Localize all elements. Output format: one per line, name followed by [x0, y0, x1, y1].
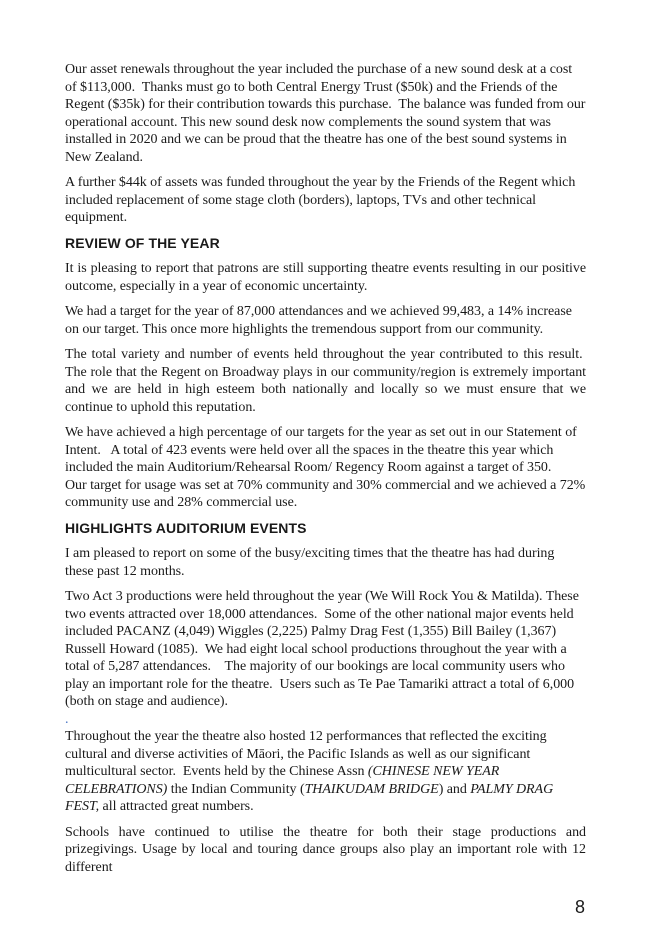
paragraph-cultural-performances	[65, 728, 586, 816]
cultural-run-5: ) and	[438, 781, 471, 797]
paragraph-patrons-support: It is pleasing to report that patrons are still supporting theatre events resulting in our positive outcome, especially in a year of economic uncertainty.	[65, 261, 586, 294]
cultural-run-chinese-new-year: (CHINESE NEW YEAR CELEBRATIONS)	[65, 764, 500, 797]
cultural-run-7: all attracted great numbers.	[99, 799, 254, 814]
paragraph-schools-usage: Schools have continued to utilise the theatre for both their stage productions and prizegivings. Usage by local and touring dance groups also play an important role with 12 different	[65, 824, 586, 875]
heading-highlights-auditorium-events: HIGHLIGHTS AUDITORIUM EVENTS	[65, 519, 307, 536]
heading-review-of-the-year: REVIEW OF THE YEAR	[65, 234, 220, 251]
cultural-run-thaikudam-bridge: THAIKUDAM BRIDGE	[304, 781, 439, 797]
paragraph-events-variety: The total variety and number of events held throughout the year contributed to this result. The role that the Regent on Broadway plays in our community/region is extremely important and we are held in high esteem both nationally and locally so we must ensure that we continue to uphold this reputation.	[65, 347, 586, 415]
page-content	[65, 61, 586, 884]
paragraph-act3-productions: Two Act 3 productions were held throughout the year (We Will Rock You & Matilda). These two events attracted over 18,000 attendances. Some of the other national major events held included PACANZ (4,049) Wiggles (2,225) Palmy Drag Fest (1,355) Bill Bailey (1,367) Russell Howard (1085). We had eight local school productions throughout the year with a total of 5,287 attendances. The majority of our bookings are local community users who play an important role for the theatre. Users such as Te Pae Tamariki attract a total of 6,000 (both on stage and audience).	[65, 589, 579, 709]
statement-of-intent-line2: Our target for usage was set at 70% community and 30% commercial and we achieved a 72% community use and 28% commercial use.	[65, 477, 586, 510]
paragraph-asset-renewals: Our asset renewals throughout the year included the purchase of a new sound desk at a cost of $113,000. Thanks must go to both Central Energy Trust ($50k) and the Friends of the Regent ($35k) for their contribution towards this purchase. The balance was funded from our operational account. This new sound desk now complements the sound system that was installed in 2020 and we can be proud that the theatre has one of the best sound systems in New Zealand.	[65, 62, 586, 165]
cultural-run-3: the Indian Community (	[167, 781, 305, 797]
statement-of-intent-line1: We have achieved a high percentage of our targets for the year as set out in our Statement of Intent. A total of 423 events were held over all the spaces in the theatre this year which included the main Auditorium/Rehearsal Room/ Regency Room against a target of 350.	[65, 425, 577, 475]
paragraph-statement-of-intent	[65, 424, 586, 512]
paragraph-attendance-target: We had a target for the year of 87,000 attendances and we achieved 99,483, a 14% increase on our target. This once more highlights the tremendous support from our community.	[65, 304, 572, 337]
paragraph-busy-exciting-times: I am pleased to report on some of the busy/exciting times that the theatre has had during these past 12 months.	[65, 546, 555, 579]
cultural-run-1: Throughout the year the theatre also hosted 12 performances that reflected the exciting cultural and diverse activities of Māori, the Pacific Islands as well as our significant multicultural sector. Events held by the Chinese Assn	[65, 729, 547, 779]
cultural-run-palmy-drag-fest: PALMY DRAG FEST,	[65, 781, 554, 814]
stray-period: .	[65, 711, 69, 727]
page-number: 8	[574, 897, 585, 917]
paragraph-friends-funded-assets: A further $44k of assets was funded throughout the year by the Friends of the Regent which included replacement of some stage cloth (borders), laptops, TVs and other technical equipment.	[65, 175, 576, 225]
